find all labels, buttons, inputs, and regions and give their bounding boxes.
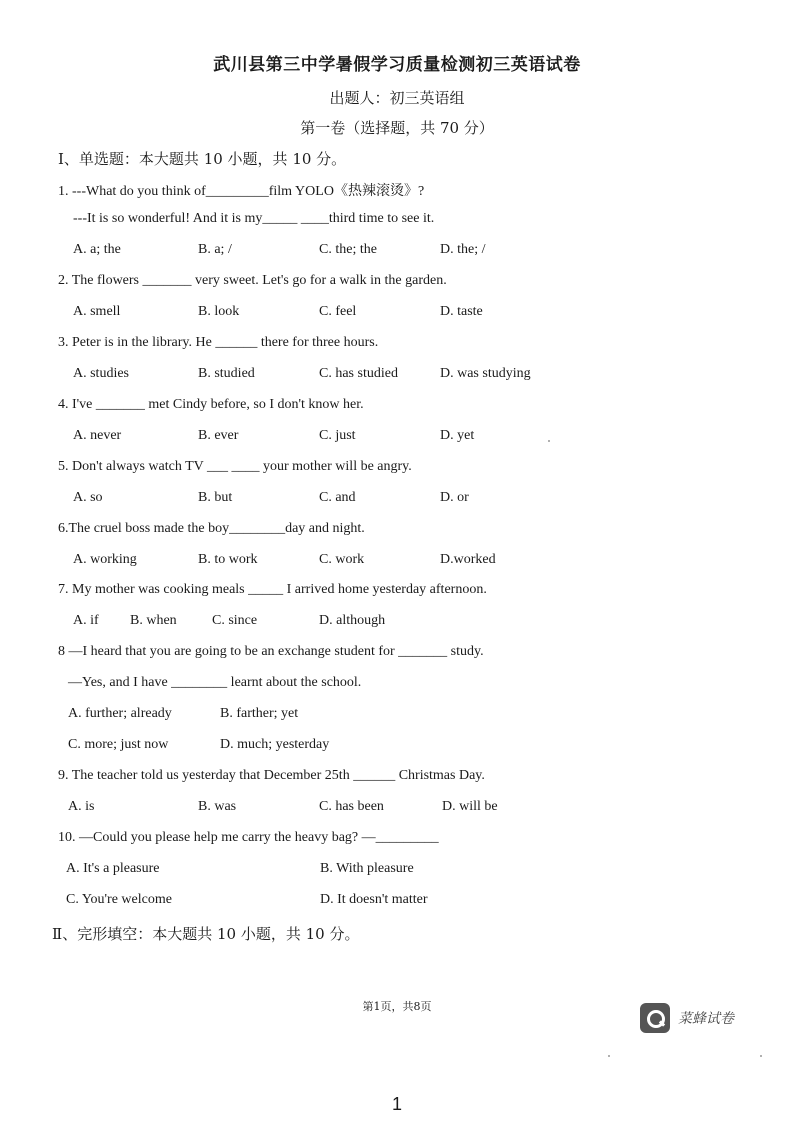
question-6-option-c: C. work <box>319 552 365 567</box>
question-3-option-d: D. was studying <box>440 366 531 381</box>
question-8-option-a: A. further; already <box>68 706 172 721</box>
watermark <box>640 1003 734 1033</box>
question-5-option-a: A. so <box>73 490 103 505</box>
question-2-line-1: 2. The flowers _______ very sweet. Let's go for a walk in the garden. <box>58 273 447 288</box>
section-heading-cloze: Ⅱ、完形填空：本大题共 10 小题，共 10 分。 <box>52 925 360 943</box>
question-6-line-1: 6.The cruel boss made the boy________day and night. <box>58 521 365 536</box>
question-7-option-b: B. when <box>130 613 177 628</box>
question-1-option-d: D. the; / <box>440 242 486 257</box>
scan-speck <box>548 440 550 442</box>
question-8-option-c: C. more; just now <box>68 737 169 752</box>
exam-author: 出题人：初三英语组 <box>329 89 465 107</box>
question-5-option-b: B. but <box>198 490 233 505</box>
question-6-option-b: B. to work <box>198 552 258 567</box>
question-2-option-a: A. smell <box>73 304 121 319</box>
question-8-line-1: 8 —I heard that you are going to be an exchange student for _______ study. <box>58 644 484 659</box>
question-9-option-c: C. has been <box>319 799 384 814</box>
question-9-option-b: B. was <box>198 799 237 814</box>
section-heading-single-choice: Ⅰ、单选题：本大题共 10 小题，共 10 分。 <box>58 150 347 168</box>
page-number: 1 <box>391 1094 402 1114</box>
question-10-option-a: A. It's a pleasure <box>66 861 160 876</box>
question-5-option-c: C. and <box>319 490 356 505</box>
question-8-option-b: B. farther; yet <box>220 706 299 721</box>
question-4-line-1: 4. I've _______ met Cindy before, so I don't know her. <box>58 397 364 412</box>
question-10-option-b: B. With pleasure <box>320 861 414 876</box>
question-6-option-d: D.worked <box>440 552 496 567</box>
question-9-option-d: D. will be <box>442 799 498 814</box>
question-5-line-1: 5. Don't always watch TV ___ ____ your mother will be angry. <box>58 459 412 474</box>
search-logo-icon <box>640 1003 670 1033</box>
question-7-option-c: C. since <box>212 613 258 628</box>
question-2-option-b: B. look <box>198 304 240 319</box>
question-8-line-2: —Yes, and I have ________ learnt about the school. <box>68 675 362 690</box>
question-7-option-a: A. if <box>73 613 99 628</box>
scan-speck <box>608 1055 610 1057</box>
question-9-line-1: 9. The teacher told us yesterday that December 25th ______ Christmas Day. <box>58 768 485 783</box>
question-10-line-1: 10. —Could you please help me carry the heavy bag? —_________ <box>58 830 439 845</box>
question-3-option-b: B. studied <box>198 366 255 381</box>
question-2-option-c: C. feel <box>319 304 357 319</box>
question-7-option-d: D. although <box>319 613 386 628</box>
question-9-option-a: A. is <box>68 799 95 814</box>
question-2-option-d: D. taste <box>440 304 483 319</box>
question-3-option-c: C. has studied <box>319 366 398 381</box>
question-3-line-1: 3. Peter is in the library. He ______ there for three hours. <box>58 335 379 350</box>
watermark-text: 菜蜂试卷 <box>678 1011 734 1027</box>
volume-heading: 第一卷（选择题，共 70 分） <box>300 119 494 137</box>
question-10-option-d: D. It doesn't matter <box>320 892 428 907</box>
question-1-option-a: A. a; the <box>73 242 121 257</box>
exam-title: 武川县第三中学暑假学习质量检测初三英语试卷 <box>213 55 581 75</box>
question-1-line-2: ---It is so wonderful! And it is my_____ ____third time to see it. <box>73 211 435 226</box>
question-6-option-a: A. working <box>73 552 137 567</box>
question-4-option-c: C. just <box>319 428 356 443</box>
question-4-option-a: A. never <box>73 428 122 443</box>
page-info: 第1页，共8页 <box>362 1000 432 1013</box>
question-4-option-b: B. ever <box>198 428 239 443</box>
question-10-option-c: C. You're welcome <box>66 892 172 907</box>
question-7-line-1: 7. My mother was cooking meals _____ I arrived home yesterday afternoon. <box>58 582 487 597</box>
question-1-line-1: 1. ---What do you think of_________film YOLO《热辣滚烫》? <box>58 184 425 199</box>
question-4-option-d: D. yet <box>440 428 475 443</box>
question-5-option-d: D. or <box>440 490 469 505</box>
question-1-option-b: B. a; / <box>198 242 232 257</box>
question-8-option-d: D. much; yesterday <box>220 737 330 752</box>
question-3-option-a: A. studies <box>73 366 129 381</box>
scan-speck <box>760 1055 762 1057</box>
question-1-option-c: C. the; the <box>319 242 377 257</box>
